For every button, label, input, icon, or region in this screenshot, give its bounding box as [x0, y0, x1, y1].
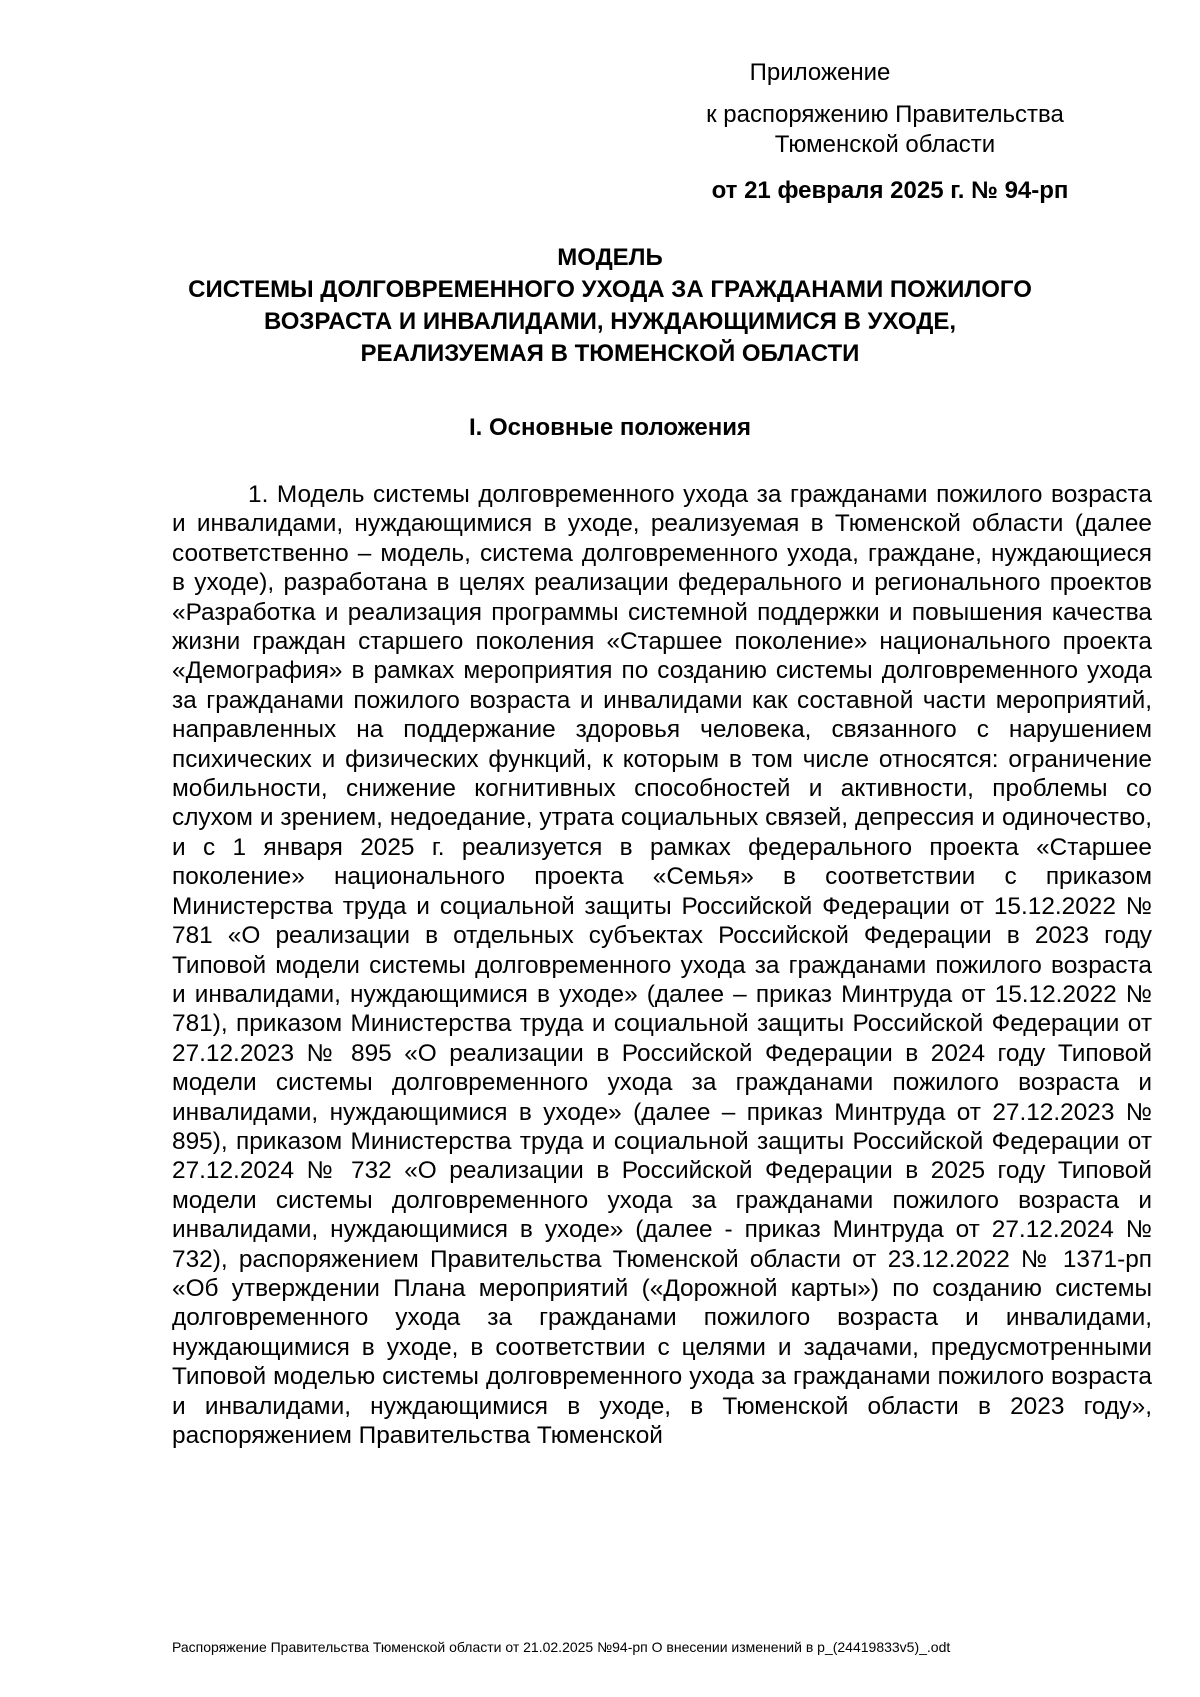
appendix-title: Приложение	[749, 59, 891, 86]
title-line-4: РЕАЛИЗУЕМАЯ В ТЮМЕНСКОЙ ОБЛАСТИ	[360, 340, 860, 367]
appendix-order-date: от 21 февраля 2025 г. № 94-рп	[711, 177, 1069, 204]
page-footer: Распоряжение Правительства Тюменской области от 21.02.2025 №94-рп О внесении изменений в р_(24419833v5)_.odt	[172, 1639, 951, 1655]
title-line-3: ВОЗРАСТА И ИНВАЛИДАМИ, НУЖДАЮЩИМИСЯ В УХОДЕ,	[263, 308, 957, 335]
document-title	[160, 242, 1060, 370]
title-line-2: СИСТЕМЫ ДОЛГОВРЕМЕННОГО УХОДА ЗА ГРАЖДАНАМИ ПОЖИЛОГО	[188, 276, 1032, 303]
title-line-1: МОДЕЛЬ	[557, 244, 663, 271]
appendix-reference: к распоряжению Правительства Тюменской области	[706, 101, 1064, 158]
body-paragraph: 1. Модель системы долговременного ухода за гражданами пожилого возраста и инвалидами, нуждающимися в уходе, реализуемая в Тюменской области (далее соответственно – модель, система долговременного ухода, граждане, нуждающиеся в уходе), разработана в целях реализации федерального и регионального проектов «Разработка и реализация программы системной поддержки и повышения качества жизни граждан старшего поколения «Старшее поколение» национального проекта «Демография» в рамках мероприятия по созданию системы долговременного ухода за гражданами пожилого возраста и инвалидами как составной части мероприятий, направленных на поддержание здоровья человека, связанного с нарушением психических и физических функций, к которым в том числе относятся: ограничение мобильности, снижение когнитивных способностей и активности, проблемы со слухом и зрением, недоедание, утрата социальных связей, депрессия и одиночество, и с 1 января 2025 г. реализуется в рамках федерального проекта «Старшее поколение» национального проекта «Семья» в соответствии с приказом Министерства труда и социальной защиты Российской Федерации от 15.12.2022 № 781 «О реализации в отдельных субъектах Российской Федерации в 2023 году Типовой модели системы долговременного ухода за гражданами пожилого возраста и инвалидами, нуждающимися в уходе» (далее – приказ Минтруда от 15.12.2022 № 781), приказом Министерства труда и социальной защиты Российской Федерации от 27.12.2023 № 895 «О реализации в Российской Федерации в 2024 году Типовой модели системы долговременного ухода за гражданами пожилого возраста и инвалидами, нуждающимися в уходе» (далее – приказ Минтруда от 27.12.2023 № 895), приказом Министерства труда и социальной защиты Российской Федерации от 27.12.2024 № 732 «О реализации в Российской Федерации в 2025 году Типовой модели системы долговременного ухода за гражданами пожилого возраста и инвалидами, нуждающимися в уходе» (далее - приказ Минтруда от 27.12.2024 № 732), распоряжением Правительства Тюменской области от 23.12.2022 № 1371-рп «Об утверждении Плана мероприятий («Дорожной карты») по созданию системы долговременного ухода за гражданами пожилого возраста и инвалидами, нуждающимися в уходе, в соответствии с целями и задачами, предусмотренными Типовой моделью системы долговременного ухода за гражданами пожилого возраста и инвалидами, нуждающимися в уходе, в Тюменской области в 2023 году», распоряжением Правительства Тюменской	[172, 481, 1152, 1449]
section-heading: I. Основные положения	[468, 414, 752, 441]
